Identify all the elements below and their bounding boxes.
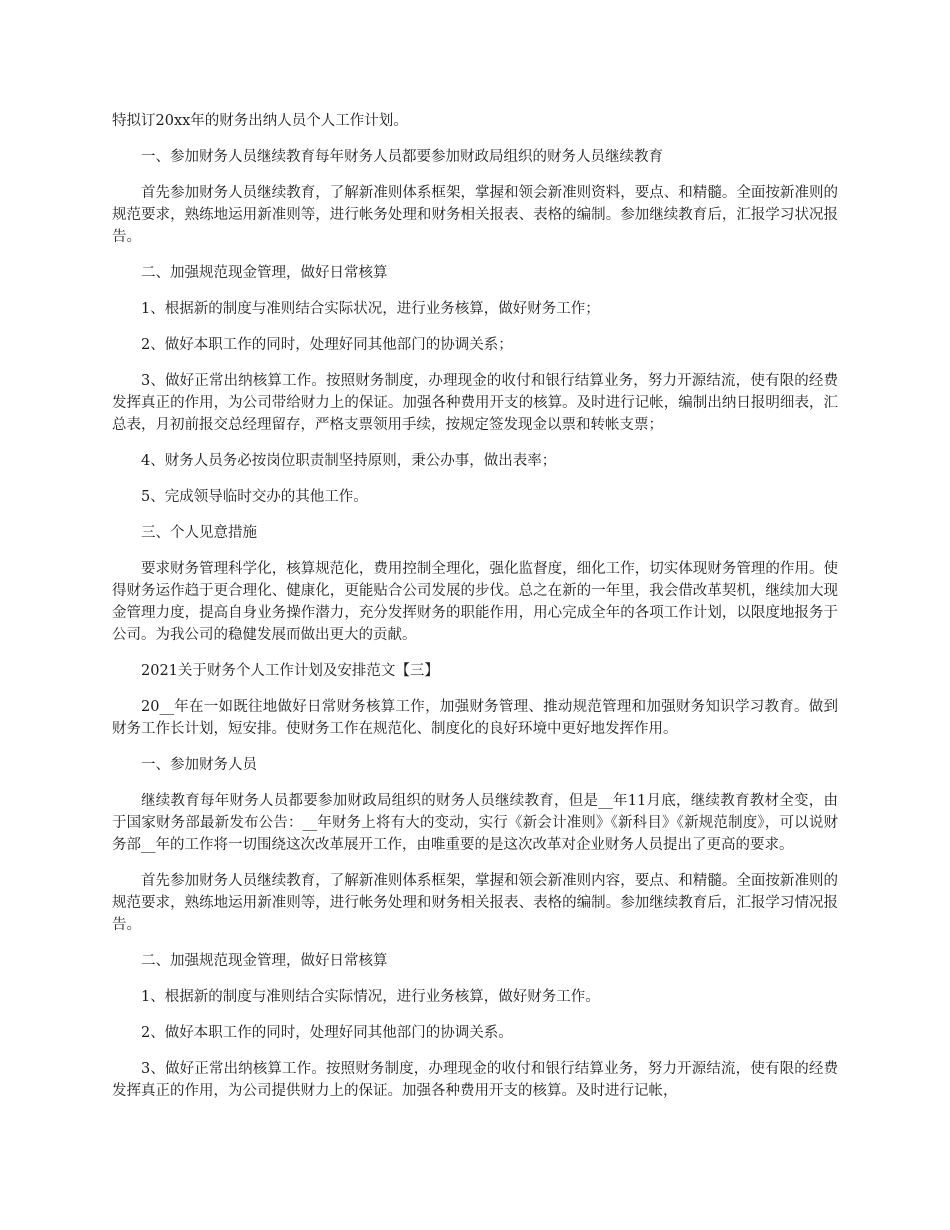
section-heading: 一、参加财务人员 [141, 757, 257, 773]
section-heading: 三、个人见意措施 [141, 525, 257, 541]
paragraph: 特拟订20xx年的财务出纳人员个人工作计划。 [112, 113, 408, 129]
section-heading: 二、加强规范现金管理，做好日常核算 [141, 265, 388, 281]
list-item: 1、根据新的制度与准则结合实际情况，进行业务核算，做好财务工作。 [141, 989, 600, 1005]
article-title: 2021关于财务个人工作计划及安排范文【三】 [141, 663, 439, 679]
list-item: 3、做好正常出纳核算工作。按照财务制度，办理现金的收付和银行结算业务，努力开源结流，使有限的经费发挥真正的作用，为公司提供财力上的保证。加强各种费用开支的核算。及时进行记帐， [112, 1061, 838, 1099]
section-heading: 一、参加财务人员继续教育每年财务人员都要参加财政局组织的财务人员继续教育 [141, 149, 663, 165]
list-item: 4、财务人员务必按岗位职责制坚持原则，秉公办事，做出表率； [141, 453, 557, 469]
list-item: 2、做好本职工作的同时，处理好同其他部门的协调关系。 [141, 1025, 513, 1041]
document-body [112, 110, 838, 1116]
paragraph: 首先参加财务人员继续教育，了解新准则体系框架，掌握和领会新准则资料，要点、和精髓。全面按新准则的规范要求，熟练地运用新准则等，进行帐务处理和财务相关报表、表格的编制。参加继续教育后，汇报学习状况报告。 [112, 185, 838, 245]
list-item: 5、完成领导临时交办的其他工作。 [141, 489, 368, 505]
list-item: 1、根据新的制度与准则结合实际状况，进行业务核算，做好财务工作； [141, 301, 600, 317]
paragraph: 首先参加财务人员继续教育，了解新准则体系框架，掌握和领会新准则内容，要点、和精髓。全面按新准则的规范要求，熟练地运用新准则等，进行帐务处理和财务相关报表、表格的编制。参加继续教育后，汇报学习情况报告。 [112, 873, 838, 933]
paragraph: 20__年在一如既往地做好日常财务核算工作，加强财务管理、推动规范管理和加强财务知识学习教育。做到财务工作长计划，短安排。使财务工作在规范化、制度化的良好环境中更好地发挥作用。 [112, 699, 838, 737]
list-item: 2、做好本职工作的同时，处理好同其他部门的协调关系； [141, 337, 513, 353]
paragraph: 继续教育每年财务人员都要参加财政局组织的财务人员继续教育，但是__年11月底，继续教育教材全变，由于国家财务部最新发布公告：__年财务上将有大的变动，实行《新会计准则》《新科目》《新规范制度》，可以说财务部__年的工作将一切围绕这次改革展开工作，由唯重要的是这次改革对企业财务人员提出了更高的要求。 [112, 793, 838, 853]
section-heading: 二、加强规范现金管理，做好日常核算 [141, 953, 388, 969]
paragraph: 要求财务管理科学化，核算规范化，费用控制全理化，强化监督度，细化工作，切实体现财务管理的作用。使得财务运作趋于更合理化、健康化，更能贴合公司发展的步伐。总之在新的一年里，我会借改革契机，继续加大现金管理力度，提高自身业务操作潜力，充分发挥财务的职能作用，用心完成全年的各项工作计划，以限度地报务于公司。为我公司的稳健发展而做出更大的贡献。 [112, 561, 838, 643]
list-item: 3、做好正常出纳核算工作。按照财务制度，办理现金的收付和银行结算业务，努力开源结流，使有限的经费发挥真正的作用，为公司带给财力上的保证。加强各种费用开支的核算。及时进行记帐，编制出纳日报明细表，汇总表，月初前报交总经理留存，严格支票领用手续，按规定签发现金以票和转帐支票； [112, 373, 838, 433]
